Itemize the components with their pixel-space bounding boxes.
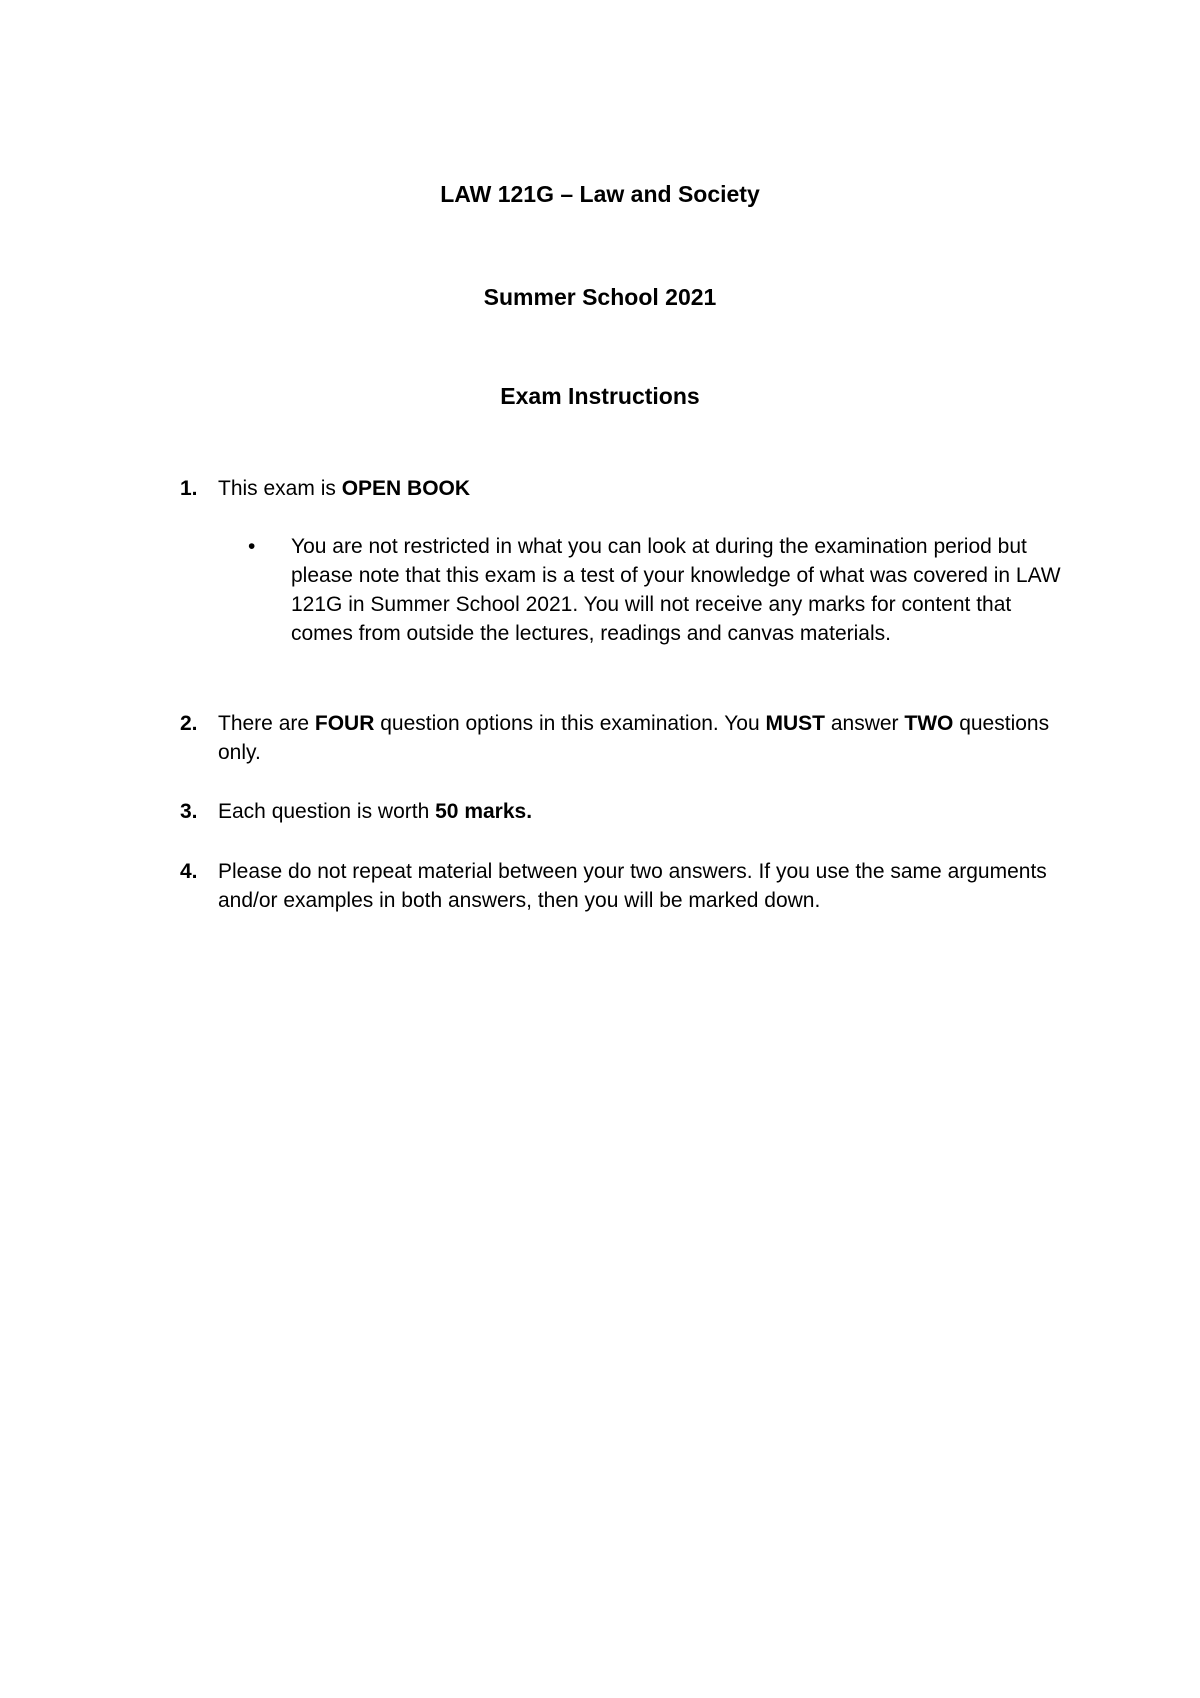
course-title: LAW 121G – Law and Society (440, 181, 760, 207)
item-number: 3. (180, 800, 198, 823)
item-text-plain: questions only. (218, 712, 1050, 764)
item-text-plain: This exam is (218, 477, 342, 500)
section-title: Exam Instructions (500, 383, 700, 409)
bullet-icon: • (248, 535, 256, 558)
item-text-plain: question options in this examination. You (374, 712, 766, 735)
item-number: 1. (180, 477, 198, 500)
item-text-bold: MUST (765, 712, 825, 735)
item-number: 4. (180, 860, 198, 883)
term-title: Summer School 2021 (483, 284, 717, 310)
item-text (218, 474, 1058, 503)
item-text-plain: answer (825, 712, 905, 735)
item-text: Please do not repeat material between your two answers. If you use the same arguments and/or examples in both answers, then you will be marked down. (218, 860, 1047, 912)
item-text-bold: FOUR (314, 712, 375, 735)
item-text-bold: TWO (904, 712, 954, 735)
item-number: 2. (180, 712, 198, 735)
item-text-plain: Each question is worth (218, 800, 436, 823)
item-text (218, 797, 1058, 826)
item-text-bold: 50 marks. (435, 800, 533, 823)
item-text (218, 709, 1058, 767)
item-text-plain: There are (218, 712, 315, 735)
item-text-bold: OPEN BOOK (341, 477, 471, 500)
bullet-text: You are not restricted in what you can look at during the examination period but please note that this exam is a test of your knowledge of what was covered in LAW 121G in Summer School 2021. You will not receive any marks for content that comes from outside the lectures, readings and canvas materials. (291, 535, 1061, 645)
